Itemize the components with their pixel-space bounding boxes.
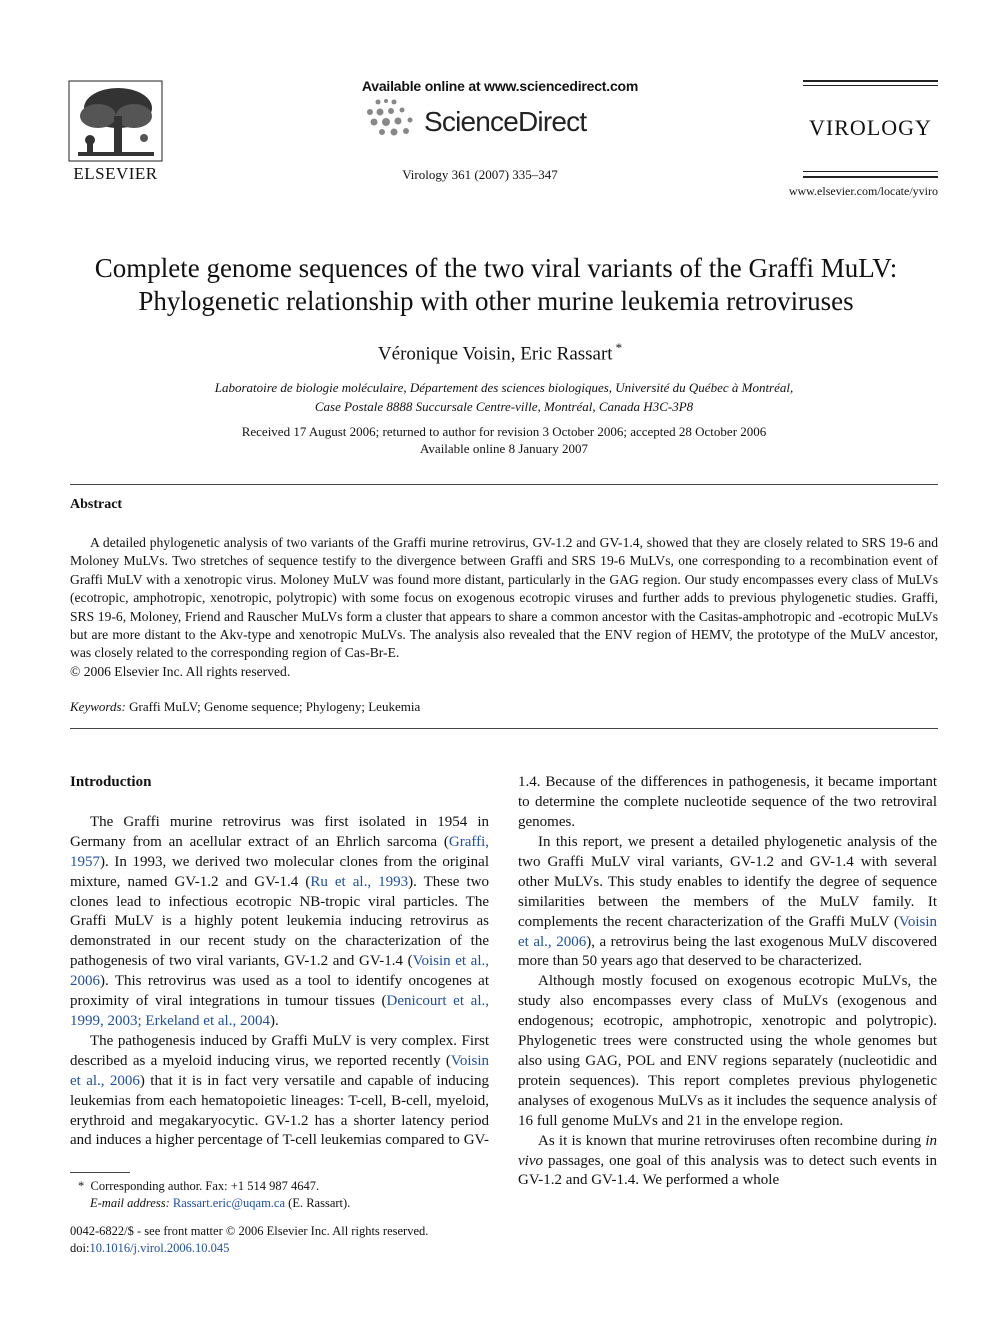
body-column-left [70,773,489,1151]
text-run-italic: in vivo [518,1132,937,1169]
intro-paragraph-4: Although mostly focused on exogenous ecotropic MuLVs, the study also encompasses every class of MuLVs (exogenous and endogenous; ecotropic, amphotropic, xenotropic and polytropic). Phylogenetic trees were constructed using the whole genomes but also using GAG, POL and ENV regions separately (nucleotidic and protein sequences). This report completes previous phylogenetic analyses of exogenous MuLVs as it includes the sequence analysis of 16 full genome MuLVs and 21 in the envelope region. [518,973,937,1129]
ref-voisin-2006[interactable]: Voisin et al., 2006 [518,913,937,950]
title-line-1: Complete genome sequences of the two viral variants of the Graffi MuLV: [94,253,898,283]
text-run: passages, one goal of this analysis was to detect such events in GV-1.2 and GV-1.4. We performed a whole [518,1152,937,1189]
footnote-corresponding-text: Corresponding author. Fax: +1 514 987 4647. [90,1179,320,1193]
ref-voisin-2006[interactable]: Voisin et al., 2006 [70,953,489,990]
sciencedirect-brand: ScienceDirect [424,106,587,137]
available-online-date: Available online 8 January 2007 [420,441,588,456]
issn-line: 0042-6822/$ - see front matter © 2006 Elsevier Inc. All rights reserved. [70,1224,429,1238]
corresponding-author-mark[interactable]: * [615,340,623,355]
affiliation [100,378,908,416]
footnote-email [90,1196,350,1211]
title-line-2: Phylogenetic relationship with other murine leukemia retroviruses [138,286,854,316]
abstract-rule-bottom [70,728,938,729]
body-column-right [518,773,937,1191]
text-run: 1.4. Because of the differences in pathogenesis, it became important to determine the complete nucleotide sequence of the two retroviral genomes. [518,774,937,831]
email-label: E-mail address: [90,1196,170,1210]
text-run: ), a retrovirus being the last exogenous MuLV discovered more than 50 years ago that deserved to be characterized. [518,933,937,970]
abstract-body [70,534,938,681]
text-run: In this report, we present a detailed phylogenetic analysis of the two Graffi MuLV viral variants, GV-1.2 and GV-1.4 with several other MuLVs. This study enables to identify the degree of sequence similarities between the members of the MuLV family. It complements the recent characterization of the Graffi MuLV ( [518,834,937,930]
intro-paragraph-1 [70,813,489,1032]
doi-label: doi: [70,1241,90,1255]
received-dates: Received 17 August 2006; returned to author for revision 3 October 2006; accepted 28 October 2006 [241,424,767,439]
article-title [40,252,952,318]
journal-url[interactable]: www.elsevier.com/locate/yviro [788,184,938,198]
keywords [70,699,420,715]
abstract-text: A detailed phylogenetic analysis of two variants of the Graffi murine retrovirus, GV-1.2 and GV-1.4, showed that they are closely related to SRS 19-6 and Moloney MuLVs. Two stretches of sequence testify to the divergence between Graffi and SRS 19-6 MuLVs, one corresponding to a recombination event of Graffi MuLV with a xenotropic virus. Moloney MuLV was found more distant, particularly in the GAG region. Our study encompasses every class of MuLVs (ecotropic, amphotropic, xenotropic, polytropic) with some focus on exogenous ecotropic viruses and further adds to previous phylogenetic studies. Graffi, SRS 19-6, Moloney, Friend and Rauscher MuLVs form a cluster that appears to share a common ancestor with the Casitas-amphotropic and -ecotropic MuLVs but are more distant to the Akv-type and xenotropic MuLVs. The analysis also revealed that the ENV region of HEMV, the prototype of the MuLV ancestor, was closely related to the corresponding region of Cas-Br-E. [70,535,938,661]
journal-rule-top [803,80,938,82]
affiliation-line-2: Case Postale 8888 Succursale Centre-ville, Montréal, Canada H3C-3P8 [314,399,694,414]
abstract-rule-top [70,484,938,485]
intro-paragraph-2-continued [518,773,937,833]
text-run: The Graffi murine retrovirus was first isolated in 1954 in Germany from an acellular extract of an Ehrlich sarcoma ( [70,813,489,850]
continued-text [518,773,937,833]
journal-rule-top2 [803,85,938,86]
text-run: As it is known that murine retroviruses often recombine during [538,1132,926,1149]
text-run: ) that it is in fact very versatile and capable of inducing leukemias from each hematopoietic lineages: T-cell, B-cell, myeloid, erythroid and megakaryocytic. GV-1.2 has a shorter latency period and induces a higher percentage of T-cell leukemias compared to GV- [70,1072,489,1149]
ref-voisin-2006[interactable]: Voisin et al., 2006 [70,1052,489,1089]
elsevier-tree-logo [68,80,163,162]
available-online-text: Available online at www.sciencedirect.com [361,78,639,94]
abstract-heading: Abstract [70,497,123,512]
keywords-list: Graffi MuLV; Genome sequence; Phylogeny; Leukemia [129,699,421,714]
text-run: The pathogenesis induced by Graffi MuLV is very complex. First described as a myeloid inducing virus, we reported recently ( [70,1032,489,1069]
footnote-corresponding [78,1179,319,1194]
journal-rule-bottom2 [803,176,938,178]
journal-citation: Virology 361 (2007) 335–347 [402,167,558,182]
doi-line [70,1241,229,1256]
author-names: Véronique Voisin, Eric Rassart [377,343,613,365]
intro-paragraph-2 [70,1032,489,1151]
journal-rule-bottom [803,171,938,172]
footnote-mark: * [78,1179,85,1193]
ref-graffi-1957[interactable]: Graffi, 1957 [70,833,489,870]
article-dates [100,423,908,457]
sciencedirect-logo [364,98,604,142]
abstract-copyright: © 2006 Elsevier Inc. All rights reserved. [70,663,291,679]
sciencedirect-dots-logo [364,98,424,142]
email-suffix: (E. Rassart). [288,1196,351,1210]
doi-link[interactable]: 10.1016/j.virol.2006.10.045 [89,1241,230,1255]
text-run: ). These two clones lead to infectious ecotropic NB-tropic viral particles. The Graffi MuLV is a highly potent leukemia inducing retrovirus as demonstrated in our recent study on the characterization of the pathogenesis of two viral variants, GV-1.2 and GV-1.4 ( [70,873,490,970]
ref-denicourt-erkeland[interactable]: Denicourt et al., 1999, 2003; Erkeland et al., 2004 [70,993,489,1029]
elsevier-logo [68,80,163,185]
intro-paragraph-5 [518,1132,937,1192]
footnote-rule [70,1172,130,1173]
publisher-name: ELSEVIER [73,164,158,183]
text-run: ). This retrovirus was used as a tool to identify oncogenes at proximity of viral integrations in tumour tissues ( [70,973,489,1010]
email-link[interactable]: Rassart.eric@uqam.ca [172,1196,286,1210]
text-run: ). In 1993, we derived two molecular clones from the original mixture, named GV-1.2 and GV-1.4 ( [70,853,489,890]
journal-name: VIROLOGY [809,115,932,140]
authors [200,340,800,365]
affiliation-line-1: Laboratoire de biologie moléculaire, Département des sciences biologiques, Université du Québec à Montréal, [214,380,794,395]
section-heading-introduction: Introduction [70,774,152,790]
intro-paragraph-3 [518,833,937,972]
ref-ru-1993[interactable]: Ru et al., 1993 [310,873,409,890]
keywords-label: Keywords: [70,699,126,714]
text-run: ). [269,1012,279,1029]
